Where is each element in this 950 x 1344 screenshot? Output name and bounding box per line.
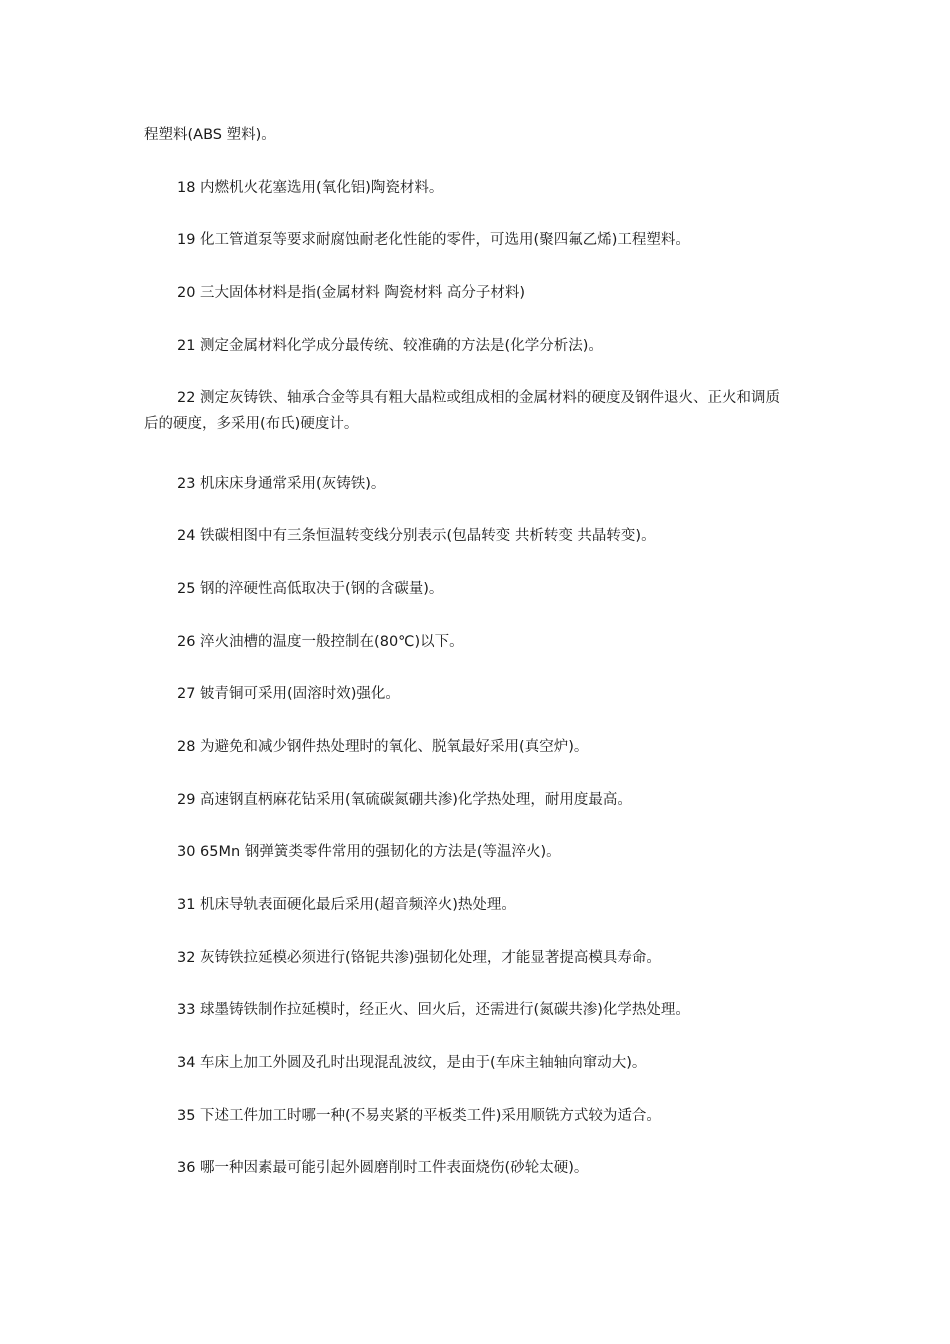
paragraph-item-36: 36 哪一种因素最可能引起外圆磨削时工件表面烧伤(砂轮太硬)。 <box>177 1160 589 1176</box>
paragraph-item-32: 32 灰铸铁拉延模必须进行(铬铌共渗)强韧化处理，才能显著提高模具寿命。 <box>177 950 661 966</box>
paragraph-item-22: 22 测定灰铸铁、轴承合金等具有粗大晶粒或组成相的金属材料的硬度及钢件退火、正火和调质后的硬度，多采用(布氏)硬度计。 <box>144 390 781 432</box>
paragraph-item-18: 18 内燃机火花塞选用(氧化铝)陶瓷材料。 <box>177 180 444 196</box>
paragraph-item-33: 33 球墨铸铁制作拉延模时，经正火、回火后，还需进行(氮碳共渗)化学热处理。 <box>177 1002 690 1018</box>
paragraph-item-34: 34 车床上加工外圆及孔时出现混乱波纹，是由于(车床主轴轴向窜动大)。 <box>177 1055 647 1071</box>
paragraph-item-27: 27 铍青铜可采用(固溶时效)强化。 <box>177 686 400 702</box>
paragraph-continuation: 程塑料(ABS 塑料)。 <box>144 127 276 143</box>
paragraph-item-25: 25 钢的淬硬性高低取决于(钢的含碳量)。 <box>177 581 444 597</box>
paragraph-item-21: 21 测定金属材料化学成分最传统、较准确的方法是(化学分析法)。 <box>177 338 603 354</box>
paragraph-item-30: 30 65Mn 钢弹簧类零件常用的强韧化的方法是(等温淬火)。 <box>177 844 561 860</box>
paragraph-item-31: 31 机床导轨表面硬化最后采用(超音频淬火)热处理。 <box>177 897 516 913</box>
paragraph-item-24: 24 铁碳相图中有三条恒温转变线分别表示(包晶转变 共析转变 共晶转变)。 <box>177 528 656 544</box>
paragraph-item-20: 20 三大固体材料是指(金属材料 陶瓷材料 高分子材料) <box>177 285 526 301</box>
paragraph-item-29: 29 高速钢直柄麻花钻采用(氧硫碳氮硼共渗)化学热处理，耐用度最高。 <box>177 792 632 808</box>
paragraph-item-35: 35 下述工件加工时哪一种(不易夹紧的平板类工件)采用顺铣方式较为适合。 <box>177 1108 661 1124</box>
paragraph-item-26: 26 淬火油槽的温度一般控制在(80℃)以下。 <box>177 634 464 650</box>
paragraph-item-19: 19 化工管道泵等要求耐腐蚀耐老化性能的零件，可选用(聚四氟乙烯)工程塑料。 <box>177 232 690 248</box>
paragraph-item-23: 23 机床床身通常采用(灰铸铁)。 <box>177 476 386 492</box>
paragraph-item-28: 28 为避免和减少钢件热处理时的氧化、脱氧最好采用(真空炉)。 <box>177 739 589 755</box>
